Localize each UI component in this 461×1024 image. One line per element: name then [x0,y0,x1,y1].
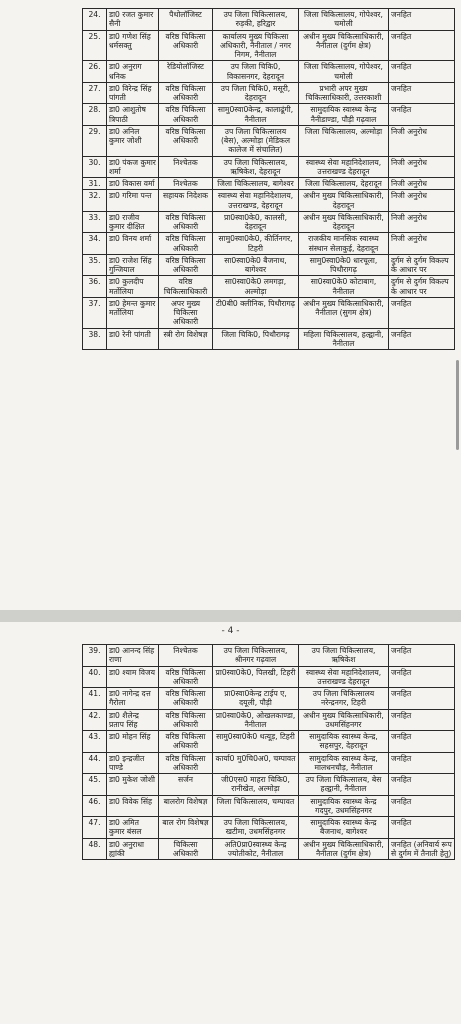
current-posting-cell: सामु0स्वा0केन्द्र, कालाढूंगी, नैनीताल [213,104,299,126]
transfer-reason-cell: जनहित [389,645,455,667]
designation-cell: बाल रोग विशेषज्ञ [159,817,213,839]
serial-number-cell: 33. [83,211,107,233]
officer-name-cell: डा0 राजीव कुमार दीक्षित [107,211,159,233]
transfer-reason-cell: जनहित [389,61,455,83]
serial-number-cell: 31. [83,178,107,190]
new-posting-cell: सामुदायिक स्वास्थ्य केन्द्र बैजनाथ, बागेश्वर [299,817,389,839]
table-row [83,61,455,83]
current-posting-cell: उप जिला चिकि0, विकासनगर, देहरादून [213,61,299,83]
current-posting-cell: सा0स्वा0के0 बैजनाथ, बागेश्वर [213,254,299,276]
officer-name-cell: डा0 अमित कुमार बंसल [107,817,159,839]
table-row [83,688,455,710]
designation-cell: सहायक निदेशक [159,190,213,212]
officer-name-cell: डा0 श्याम विजय [107,666,159,688]
current-posting-cell: सामु0स्वा0के0, कीर्तिनगर, टिहरी [213,233,299,255]
serial-number-cell: 45. [83,774,107,796]
designation-cell: वरिष्ठ चिकित्सा अधिकारी [159,125,213,156]
designation-cell: रेडियोलॉजिस्ट [159,61,213,83]
serial-number-cell: 43. [83,731,107,753]
new-posting-cell: सामुदायिक स्वास्थ्य केन्द्र, मालधनचौड़, नैनीताल [299,752,389,774]
new-posting-cell: सामुदायिक स्वास्थ्य केन्द्र गदपुर, उधमसिंहनगर [299,795,389,817]
transfer-reason-cell: दुर्गम से दुर्गम विकल्प के आधार पर [389,276,455,298]
table-row [83,709,455,731]
page-number: - 4 - [221,626,240,636]
officer-name-cell: डा0 पंकज कुमार शर्मा [107,156,159,178]
designation-cell: वरिष्ठ चिकित्सा अधिकारी [159,82,213,104]
serial-number-cell: 32. [83,190,107,212]
table-row [83,254,455,276]
transfer-reason-cell: जनहित [389,709,455,731]
serial-number-cell: 34. [83,233,107,255]
officer-name-cell: डा0 आनन्द सिंह राणा [107,645,159,667]
designation-cell: वरिष्ठ चिकित्सा अधिकारी [159,104,213,126]
table-row [83,82,455,104]
designation-cell: वरिष्ठ चिकित्सा अधिकारी [159,752,213,774]
transfer-reason-cell: निजी अनुरोध [389,233,455,255]
serial-number-cell: 38. [83,328,107,350]
new-posting-cell: अधीन मुख्य चिकित्साधिकारी, देहरादून [299,190,389,212]
new-posting-cell: अधीन मुख्य चिकित्साधिकारी, नैनीताल (सुगम क्षेत्र) [299,297,389,328]
current-posting-cell: सा0स्वा0के0 लमगड़ा, अल्मोड़ा [213,276,299,298]
officer-name-cell: डा0 मुकेश जोशी [107,774,159,796]
table-body [83,645,455,860]
serial-number-cell: 25. [83,30,107,61]
table-row [83,666,455,688]
current-posting-cell: उप जिला चिकित्सालय, ऋषिकेश, देहरादून [213,156,299,178]
new-posting-cell: अधीन मुख्य चिकित्साधिकारी, नैनीताल (दुर्गम क्षेत्र) [299,838,389,860]
new-posting-cell: जिला चिकित्सालय, गोपेश्वर, चमोली [299,9,389,31]
new-posting-cell: जिला चिकित्सालय, गोपेश्वर, चमोली [299,61,389,83]
new-posting-cell: उप जिला चिकित्सालय नरेन्द्रनगर, टिहरी [299,688,389,710]
designation-cell: बालरोग विशेषज्ञ [159,795,213,817]
transfer-reason-cell: जनहित [389,774,455,796]
officer-name-cell: डा0 अनुराधा ह्यांकी [107,838,159,860]
current-posting-cell: उप जिला चिकित्सालय, रुड़की, हरिद्वार [213,9,299,31]
designation-cell: वरिष्ठ चिकित्सा अधिकारी [159,254,213,276]
current-posting-cell: जिला चिकित्सालय, चम्पावत [213,795,299,817]
current-posting-cell: प्रा0स्वा0के0, ओखलकाण्डा, नैनीताल [213,709,299,731]
new-posting-cell: उप जिला चिकित्सालय, ऋषिकेश [299,645,389,667]
serial-number-cell: 27. [83,82,107,104]
current-posting-cell: जिला चिकित्सालय, बागेश्वर [213,178,299,190]
current-posting-cell: उप जिला चिकि0, मसूरी, देहरादून [213,82,299,104]
table-row [83,328,455,350]
table-row [83,645,455,667]
table-row [83,795,455,817]
serial-number-cell: 37. [83,297,107,328]
current-posting-cell: जिला चिकि0, पिथौरागढ़ [213,328,299,350]
officer-name-cell: डा0 विकास वर्मा [107,178,159,190]
page-separator [0,610,461,622]
table-row [83,104,455,126]
designation-cell: स्त्री रोग विशेषज्ञ [159,328,213,350]
designation-cell: वरिष्ठ चिकित्सा अधिकारी [159,233,213,255]
serial-number-cell: 28. [83,104,107,126]
designation-cell: वरिष्ठ चिकित्सा अधिकारी [159,666,213,688]
designation-cell: निश्चेतक [159,645,213,667]
current-posting-cell: अति0प्रा0स्वास्थ्य केन्द्र ज्योतीकोट, नैनीताल [213,838,299,860]
designation-cell: वरिष्ठ चिकित्सा अधिकारी [159,30,213,61]
scrollbar-thumb[interactable] [456,360,459,450]
officer-name-cell: डा0 रेनी पांगती [107,328,159,350]
officer-name-cell: डा0 अनिल कुमार जोशी [107,125,159,156]
officer-name-cell: डा0 कुलदीप मर्तोलिया [107,276,159,298]
designation-cell: सर्जन [159,774,213,796]
designation-cell: पैथोलॉजिस्ट [159,9,213,31]
new-posting-cell: स्वास्थ्य सेवा महानिदेशालय, उत्तराखण्ड देहरादून [299,666,389,688]
current-posting-cell: सामु0स्वा0के0 थत्यूड़, टिहरी [213,731,299,753]
current-posting-cell: उप जिला चिकित्सालय, खटीमा, उधमसिंहनगर [213,817,299,839]
table-row [83,178,455,190]
current-posting-cell: स्वास्थ्य सेवा महानिदेशालय, उत्तराखण्ड, देहरादून [213,190,299,212]
officer-name-cell: डा0 आशुतोष त्रिपाठी [107,104,159,126]
current-posting-cell: कार्यालय मुख्य चिकित्सा अधिकारी, नैनीताल / नगर निगम, नैनीताल [213,30,299,61]
table-row [83,297,455,328]
new-posting-cell: महिला चिकित्सालय, हल्द्वानी, नैनीताल [299,328,389,350]
transfer-reason-cell: जनहित [389,666,455,688]
new-posting-cell: सामुदायिक स्वास्थ्य केन्द्र नैनीडाण्डा, पौड़ी गढ़वाल [299,104,389,126]
current-posting-cell: उप जिला चिकित्सालय, श्रीनगर गढ़वाल [213,645,299,667]
table-row [83,211,455,233]
serial-number-cell: 39. [83,645,107,667]
designation-cell: निश्चेतक [159,178,213,190]
table-row [83,276,455,298]
transfer-reason-cell: जनहित (अनिवार्य रूप से दुर्गम में तैनाती हेतु) [389,838,455,860]
officer-name-cell: डा0 विवेक सिंह [107,795,159,817]
officer-name-cell: डा0 नागेन्द्र दत्त गैरोला [107,688,159,710]
officer-name-cell: डा0 अनुराग धनिक [107,61,159,83]
current-posting-cell: कार्या0 मु0चि0अ0, चम्पावत [213,752,299,774]
transfer-reason-cell: निजी अनुरोध [389,125,455,156]
serial-number-cell: 42. [83,709,107,731]
transfer-reason-cell: निजी अनुरोध [389,190,455,212]
new-posting-cell: राजकीय मानसिक स्वास्थ्य संस्थान सेलाकुई, देहरादून [299,233,389,255]
transfer-reason-cell: निजी अनुरोध [389,178,455,190]
table-row [83,731,455,753]
designation-cell: वरिष्ठ चिकित्सा अधिकारी [159,211,213,233]
new-posting-cell: अधीन मुख्य चिकित्साधिकारी, नैनीताल (दुर्गम क्षेत्र) [299,30,389,61]
table-row [83,9,455,31]
officer-name-cell: डा0 विरेन्द्र सिंह पांगती [107,82,159,104]
transfer-reason-cell: जनहित [389,731,455,753]
table-row [83,30,455,61]
officer-name-cell: डा0 रजत कुमार सैनी [107,9,159,31]
document-page-2 [0,622,461,1024]
serial-number-cell: 30. [83,156,107,178]
transfer-reason-cell: जनहित [389,297,455,328]
serial-number-cell: 24. [83,9,107,31]
new-posting-cell: अधीन मुख्य चिकित्साधिकारी, उधमसिंहनगर [299,709,389,731]
current-posting-cell: टी0बी0 क्लीनिक, पिथौरागढ़ [213,297,299,328]
new-posting-cell: स्वास्थ्य सेवा महानिदेशालय, उत्तराखण्ड देहरादून [299,156,389,178]
transfer-reason-cell: जनहित [389,752,455,774]
transfer-table-page-2 [82,644,455,860]
table-row [83,752,455,774]
transfer-table-page-1 [82,8,455,350]
new-posting-cell: सा0स्वा0के0 कोटाबाग, नैनीताल [299,276,389,298]
serial-number-cell: 46. [83,795,107,817]
designation-cell: अपर मुख्य चिकित्सा अधिकारी [159,297,213,328]
serial-number-cell: 35. [83,254,107,276]
designation-cell: निश्चेतक [159,156,213,178]
transfer-reason-cell: जनहित [389,9,455,31]
officer-name-cell: डा0 विनय शर्मा [107,233,159,255]
transfer-reason-cell: जनहित [389,817,455,839]
transfer-reason-cell: जनहित [389,30,455,61]
serial-number-cell: 41. [83,688,107,710]
designation-cell: वरिष्ठ चिकित्सा अधिकारी [159,731,213,753]
officer-name-cell: डा0 शैलेन्द्र प्रताप सिंह [107,709,159,731]
transfer-reason-cell: जनहित [389,795,455,817]
new-posting-cell: अधीन मुख्य चिकित्साधिकारी, देहरादून [299,211,389,233]
transfer-reason-cell: निजी अनुरोध [389,211,455,233]
current-posting-cell: प्रा0स्वा0के0, कालसी, देहरादून [213,211,299,233]
new-posting-cell: प्रभारी अपर मुख्य चिकित्साधिकारी, उत्तरकाशी [299,82,389,104]
officer-name-cell: डा0 इन्द्रजीत पाण्डे [107,752,159,774]
designation-cell: वरिष्ठ चिकित्सा अधिकारी [159,688,213,710]
table-row [83,774,455,796]
serial-number-cell: 44. [83,752,107,774]
table-row [83,190,455,212]
new-posting-cell: सामु0स्वा0के0 धारचूला, पिथौरागढ़ [299,254,389,276]
table-row [83,817,455,839]
serial-number-cell: 47. [83,817,107,839]
transfer-reason-cell: दुर्गम से दुर्गम विकल्प के आधार पर [389,254,455,276]
current-posting-cell: जी0एस0 माहरा चिकि0, रानीखेत, अल्मोड़ा [213,774,299,796]
new-posting-cell: सामुदायिक स्वास्थ्य केन्द्र, सहसपुर, देहरादून [299,731,389,753]
officer-name-cell: डा0 गरिमा पन्त [107,190,159,212]
designation-cell: वरिष्ठ चिकित्सा अधिकारी [159,709,213,731]
serial-number-cell: 29. [83,125,107,156]
table-row [83,156,455,178]
table-row [83,125,455,156]
serial-number-cell: 36. [83,276,107,298]
table-body [83,9,455,350]
new-posting-cell: उप जिला चिकित्सालय, बेस हल्द्वानी, नैनीताल [299,774,389,796]
new-posting-cell: जिला चिकित्सालय, अल्मोड़ा [299,125,389,156]
transfer-reason-cell: जनहित [389,328,455,350]
officer-name-cell: डा0 राजेश सिंह गुन्जियाल [107,254,159,276]
serial-number-cell: 26. [83,61,107,83]
current-posting-cell: प्रा0स्वा0केन्द्र टाईप ए, दयूली, पौड़ी [213,688,299,710]
officer-name-cell: डा0 मोहन सिंह [107,731,159,753]
designation-cell: वरिष्ठ चिकित्साधिकारी [159,276,213,298]
transfer-reason-cell: निजी अनुरोध [389,156,455,178]
designation-cell: चिकित्सा अधिकारी [159,838,213,860]
table-row [83,233,455,255]
serial-number-cell: 48. [83,838,107,860]
transfer-reason-cell: जनहित [389,82,455,104]
current-posting-cell: प्रा0स्वा0के0, पिलखी, टिहरी [213,666,299,688]
transfer-reason-cell: जनहित [389,688,455,710]
officer-name-cell: डा0 हेमन्त कुमार मर्तोलिया [107,297,159,328]
serial-number-cell: 40. [83,666,107,688]
transfer-reason-cell: जनहित [389,104,455,126]
current-posting-cell: उप जिला चिकित्सालय (बेस), अल्मोड़ा (मेडिकल कालेज में संचालित) [213,125,299,156]
officer-name-cell: डा0 गणेश सिंह धर्मसक्तु [107,30,159,61]
new-posting-cell: जिला चिकित्सालय, देहरादून [299,178,389,190]
table-row [83,838,455,860]
